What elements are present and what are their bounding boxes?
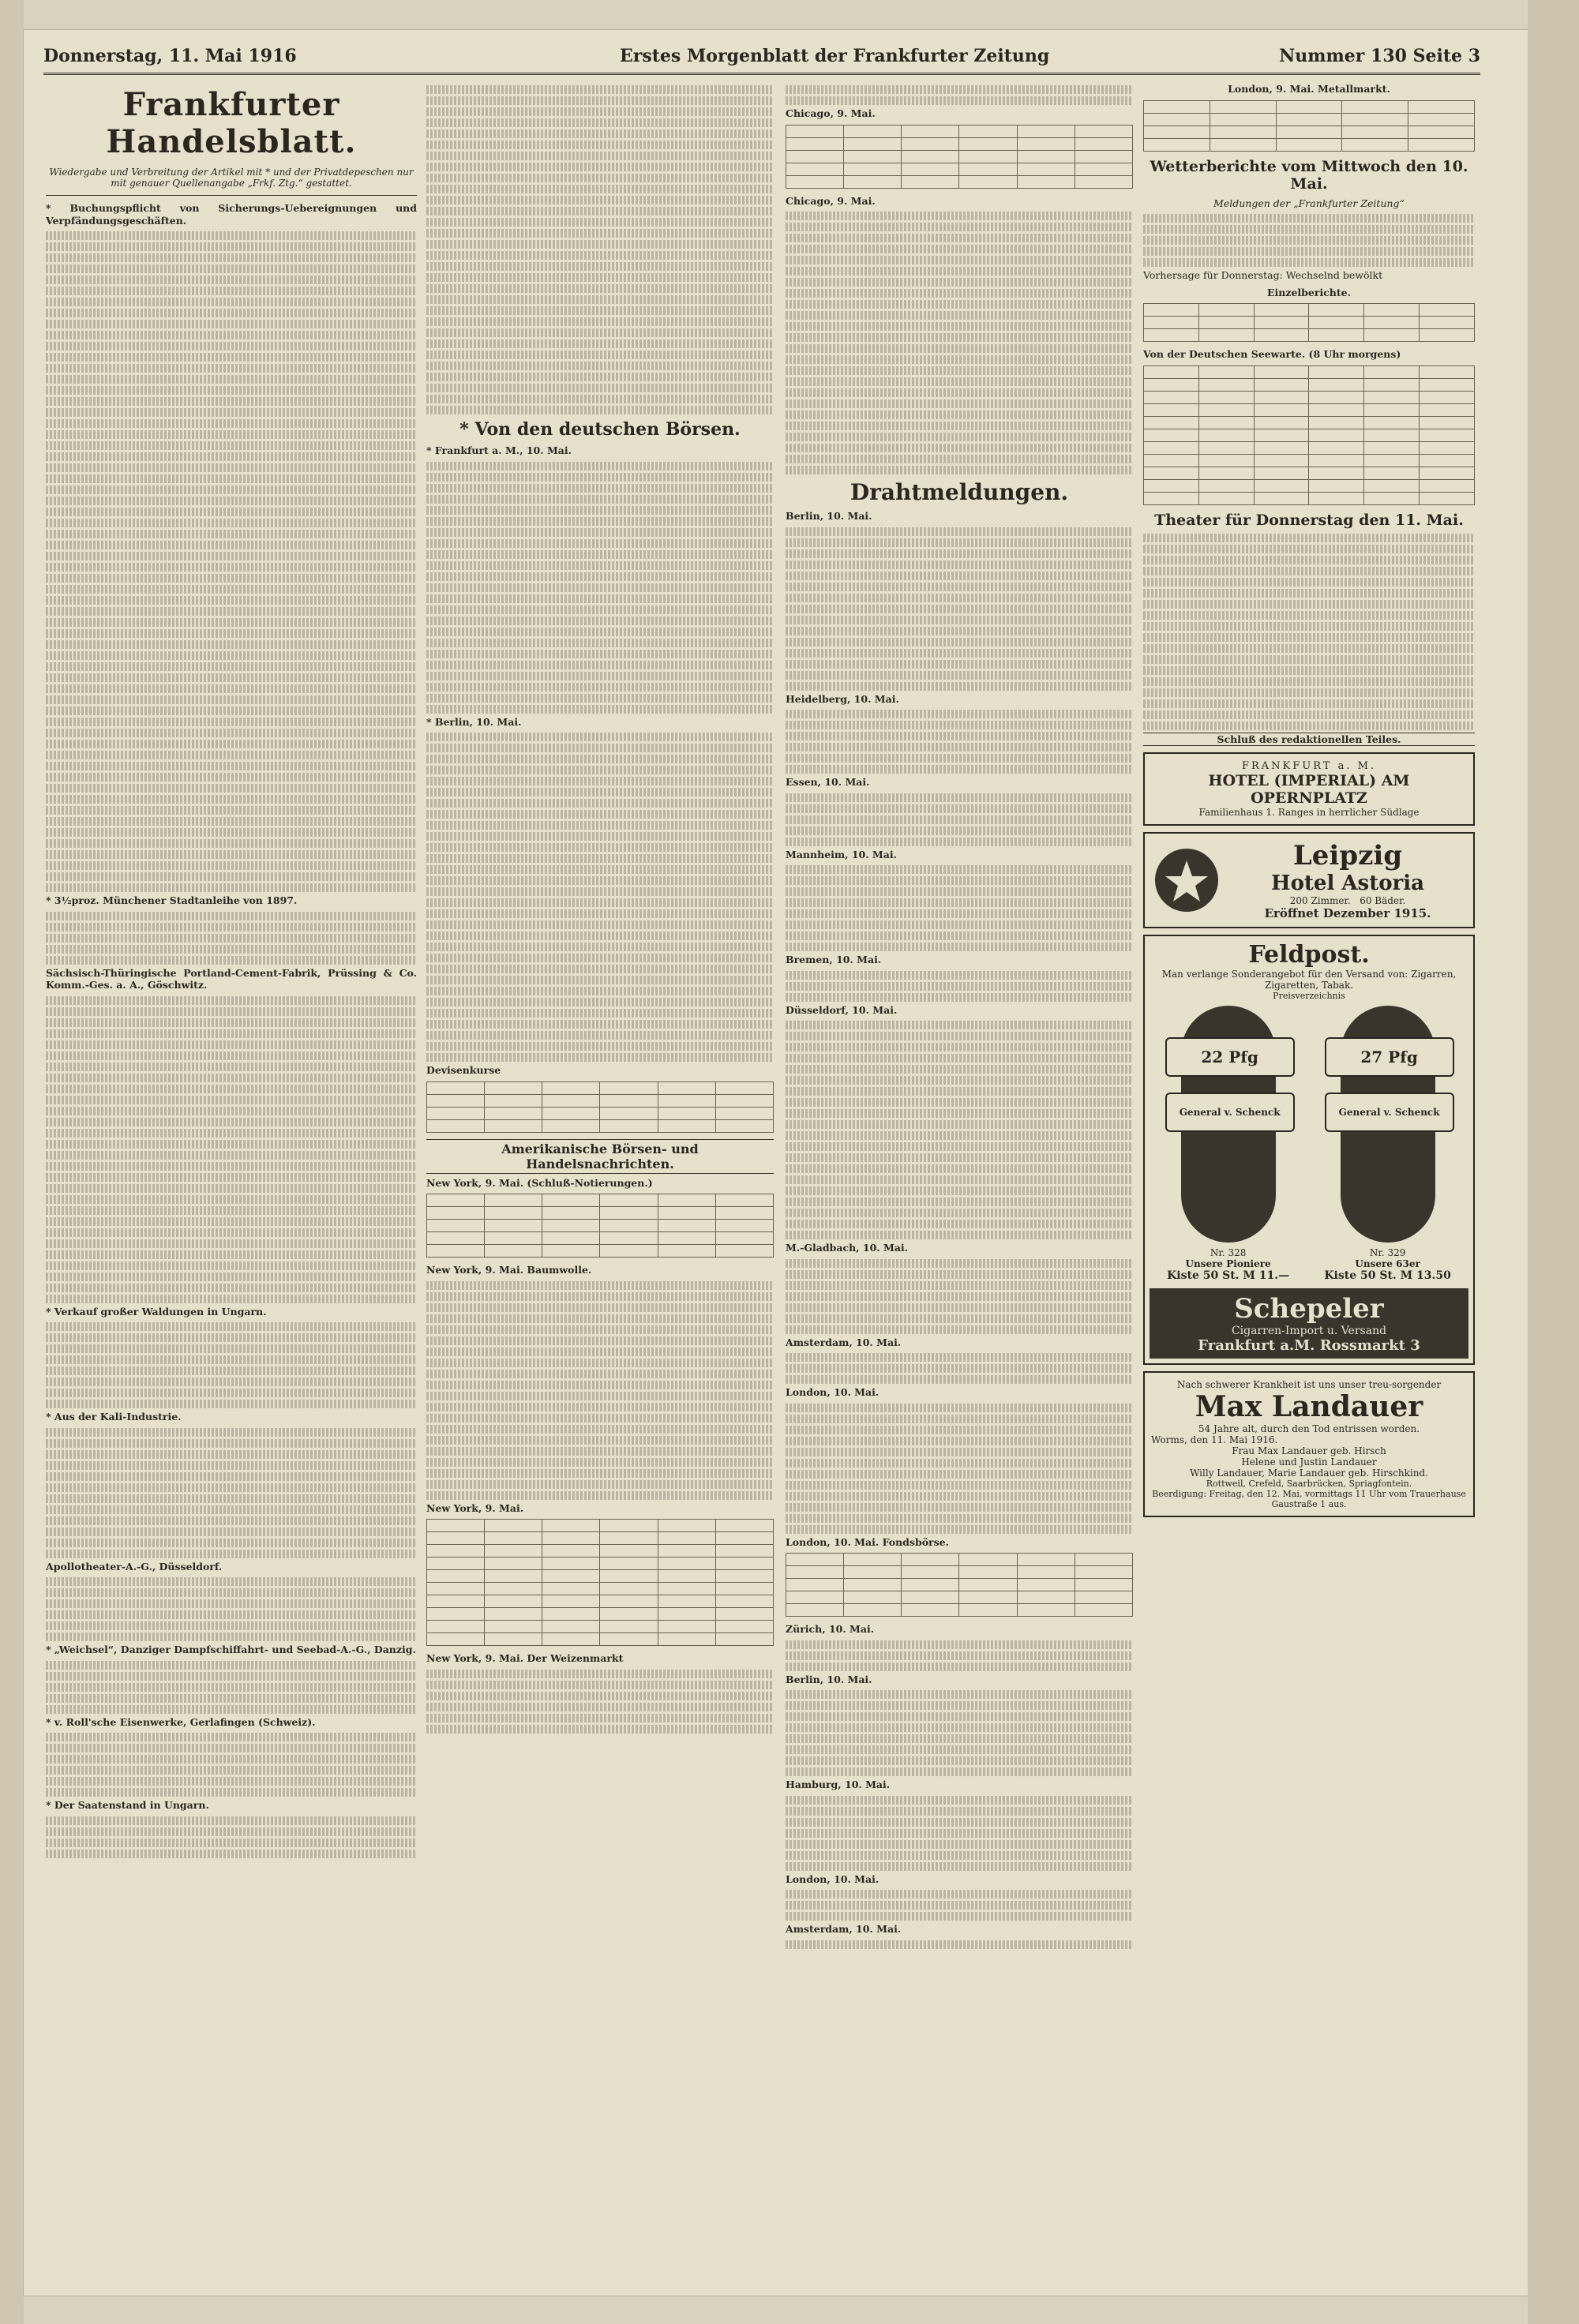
- section-head: Amerikanische Börsen- und Handelsnachrichten.: [426, 1139, 774, 1174]
- hotel-astoria-rooms: 200 Zimmer.: [1289, 895, 1351, 906]
- article-head: New York, 9. Mai. (Schluß-Notierungen.): [426, 1176, 653, 1189]
- death-notice: [1143, 1371, 1475, 1517]
- feldpost-text: Man verlange Sonderangebot für den Versand von: Zigarren, Zigaretten, Tabak.: [1161, 969, 1457, 991]
- devisen-table: [426, 1081, 774, 1133]
- article-head: Mannheim, 10. Mai.: [786, 848, 897, 860]
- london-fonds-table: [786, 1553, 1133, 1617]
- ny-market-table: [426, 1519, 774, 1646]
- article-head: Sächsisch-Thüringische Portland-Cement-Fabrik, Prüssing & Co. Komm.-Ges. a. A., Göschwitz.: [46, 966, 417, 991]
- hotel-imperial-name: HOTEL (IMPERIAL) AM OPERNPLATZ: [1208, 772, 1410, 807]
- cigar-2-name: Unsere 63er: [1355, 1258, 1420, 1269]
- hotel-imperial-city: FRANKFURT a. M.: [1241, 760, 1377, 772]
- metal-table: [1143, 100, 1475, 152]
- death-place: Worms, den 11. Mai 1916.: [1151, 1434, 1278, 1445]
- schepeler-name: Schepeler: [1234, 1293, 1384, 1325]
- section-head: * Von den deutschen Börsen.: [459, 419, 741, 440]
- editorial-end: Schluß des redaktionellen Teiles.: [1143, 733, 1475, 747]
- ad-hotel-imperial: [1143, 752, 1475, 826]
- section-title: Frankfurter Handelsblatt.: [106, 86, 357, 160]
- article-head: * Berlin, 10. Mai.: [426, 715, 522, 728]
- article-head: Hamburg, 10. Mai.: [786, 1779, 891, 1790]
- cigar-2-icon: [1338, 1006, 1440, 1243]
- cigar-1-name: Unsere Pioniere: [1185, 1258, 1271, 1269]
- masthead-page: Nummer 130 Seite 3: [1279, 46, 1480, 66]
- seewarte-table: [1143, 365, 1475, 505]
- article-head: * Verkauf großer Waldungen in Ungarn.: [46, 1305, 267, 1318]
- article-head: Zürich, 10. Mai.: [786, 1623, 875, 1635]
- hotel-astoria-name: Hotel Astoria: [1271, 872, 1424, 895]
- article-head: Apollotheater-A.-G., Düsseldorf.: [46, 1560, 223, 1572]
- theater-title: Theater für Donnerstag den 11. Mai.: [1154, 511, 1464, 529]
- death-intro: Nach schwerer Krankheit ist uns unser treu-sorgender: [1176, 1379, 1442, 1390]
- feldpost-title: Feldpost.: [1248, 941, 1370, 969]
- ad-feldpost: [1143, 935, 1475, 1365]
- masthead-date: Donnerstag, 11. Mai 1916: [43, 46, 297, 66]
- article-head: Chicago, 9. Mai.: [786, 107, 876, 119]
- section-subtitle: Wiedergabe und Verbreitung der Artikel mit * und der Privatdepeschen nur mit genauer Quellenangabe „Frkf. Ztg.“ gestattet.: [49, 167, 414, 189]
- cigar-2-price: 27 Pfg: [1325, 1037, 1454, 1077]
- article-head: * Buchungspflicht von Sicherungs-Uebereignungen und Verpfändungsgeschäften.: [46, 202, 417, 227]
- article-head: Chicago, 9. Mai.: [786, 194, 876, 207]
- weather-table: [1143, 303, 1475, 342]
- article-head: New York, 9. Mai. Der Weizenmarkt: [426, 1652, 624, 1664]
- cigar-2-brand: General v. Schenck: [1325, 1093, 1454, 1132]
- section-head: Drahtmeldungen.: [850, 479, 1069, 505]
- article-head: Düsseldorf, 10. Mai.: [786, 1003, 898, 1016]
- hotel-astoria-opened: Eröffnet Dezember 1915.: [1264, 906, 1431, 920]
- article-head: * Frankfurt a. M., 10. Mai.: [426, 444, 572, 456]
- death-funeral: Beerdigung: Freitag, den 12. Mai, vormittags 11 Uhr vom Trauerhause Gaustraße 1 aus.: [1152, 1489, 1466, 1509]
- cigar-1-price: 22 Pfg: [1165, 1037, 1295, 1077]
- weather-einzel: Einzelberichte.: [1267, 286, 1351, 298]
- weather-forecast: Vorhersage für Donnerstag: Wechselnd bewölkt: [1143, 269, 1383, 281]
- article-head: Berlin, 10. Mai.: [786, 510, 872, 522]
- article-head: Bremen, 10. Mai.: [786, 954, 882, 965]
- chicago-table: [786, 125, 1133, 189]
- death-family-2: Helene und Justin Landauer: [1241, 1456, 1377, 1467]
- column-4: [1143, 83, 1475, 2262]
- column-1: [46, 83, 417, 2262]
- schepeler-address: Frankfurt a.M. Rossmarkt 3: [1198, 1337, 1420, 1354]
- weather-title: Wetterberichte vom Mittwoch den 10. Mai.: [1150, 157, 1468, 193]
- feldpost-list: Preisverzeichnis: [1273, 991, 1345, 1001]
- seewarte-head: Von der Deutschen Seewarte. (8 Uhr morgens): [1143, 348, 1401, 360]
- hotel-imperial-sub: Familienhaus 1. Ranges in herrlicher Südlage: [1198, 807, 1420, 818]
- masthead-title: Erstes Morgenblatt der Frankfurter Zeitung: [620, 46, 1050, 66]
- weather-sub: Meldungen der „Frankfurter Zeitung“: [1213, 197, 1405, 209]
- schepeler-sub: Cigarren-Import u. Versand: [1231, 1325, 1387, 1337]
- article-head: Amsterdam, 10. Mai.: [786, 1336, 902, 1348]
- cigar-2-box: Kiste 50 St. M 13.50: [1324, 1269, 1451, 1282]
- article-head: New York, 9. Mai. Baumwolle.: [426, 1264, 592, 1276]
- death-family-1: Frau Max Landauer geb. Hirsch: [1232, 1445, 1386, 1456]
- article-head: * Der Saatenstand in Ungarn.: [46, 1799, 209, 1811]
- article-head: New York, 9. Mai.: [426, 1501, 524, 1514]
- article-head: London, 10. Mai.: [786, 1872, 880, 1885]
- hotel-astoria-baths: 60 Bäder.: [1360, 895, 1406, 906]
- article-head: Berlin, 10. Mai.: [786, 1673, 872, 1685]
- cigar-2-number: Nr. 329: [1369, 1247, 1406, 1258]
- article-head: Essen, 10. Mai.: [786, 776, 870, 788]
- article-head: Heidelberg, 10. Mai.: [786, 692, 899, 705]
- cigar-1-brand: General v. Schenck: [1165, 1093, 1295, 1132]
- nyse-table: [426, 1194, 774, 1258]
- death-age: 54 Jahre alt, durch den Tod entrissen worden.: [1198, 1423, 1420, 1434]
- ad-hotel-astoria: [1143, 832, 1475, 928]
- article-head: * 3½proz. Münchener Stadtanleihe von 1897.: [46, 894, 298, 906]
- devisen-title: Devisenkurse: [426, 1064, 501, 1076]
- column-3: [786, 83, 1133, 2262]
- column-2: [426, 83, 774, 2262]
- left-page-gutter: [0, 0, 24, 2324]
- hotel-astoria-city: Leipzig: [1292, 840, 1403, 872]
- death-name: Max Landauer: [1195, 1390, 1423, 1423]
- article-head: London, 10. Mai. Fondsbörse.: [786, 1535, 949, 1548]
- article-head: London, 10. Mai.: [786, 1386, 880, 1398]
- death-family-3: Willy Landauer, Marie Landauer geb. Hirschkind.: [1190, 1467, 1428, 1479]
- metal-head: London, 9. Mai. Metallmarkt.: [1228, 83, 1390, 95]
- article-head: * v. Roll'sche Eisenwerke, Gerlafingen (Schweiz).: [46, 1715, 316, 1728]
- article-head: * Aus der Kali-Industrie.: [46, 1411, 182, 1423]
- article-head: Amsterdam, 10. Mai.: [786, 1923, 902, 1935]
- lion-logo-icon: [1151, 845, 1222, 916]
- cigar-1-number: Nr. 328: [1210, 1247, 1247, 1258]
- masthead: [43, 41, 1480, 75]
- death-cities: Rottweil, Crefeld, Saarbrücken, Spriagfontein.: [1206, 1479, 1412, 1489]
- article-head: * „Weichsel“, Danziger Dampfschiffahrt- und Seebad-A.-G., Danzig.: [46, 1644, 416, 1655]
- book-edge: [1528, 0, 1579, 2324]
- article-head: M.-Gladbach, 10. Mai.: [786, 1242, 909, 1254]
- cigar-1-icon: [1179, 1006, 1281, 1243]
- cigar-1-box: Kiste 50 St. M 11.—: [1167, 1269, 1290, 1282]
